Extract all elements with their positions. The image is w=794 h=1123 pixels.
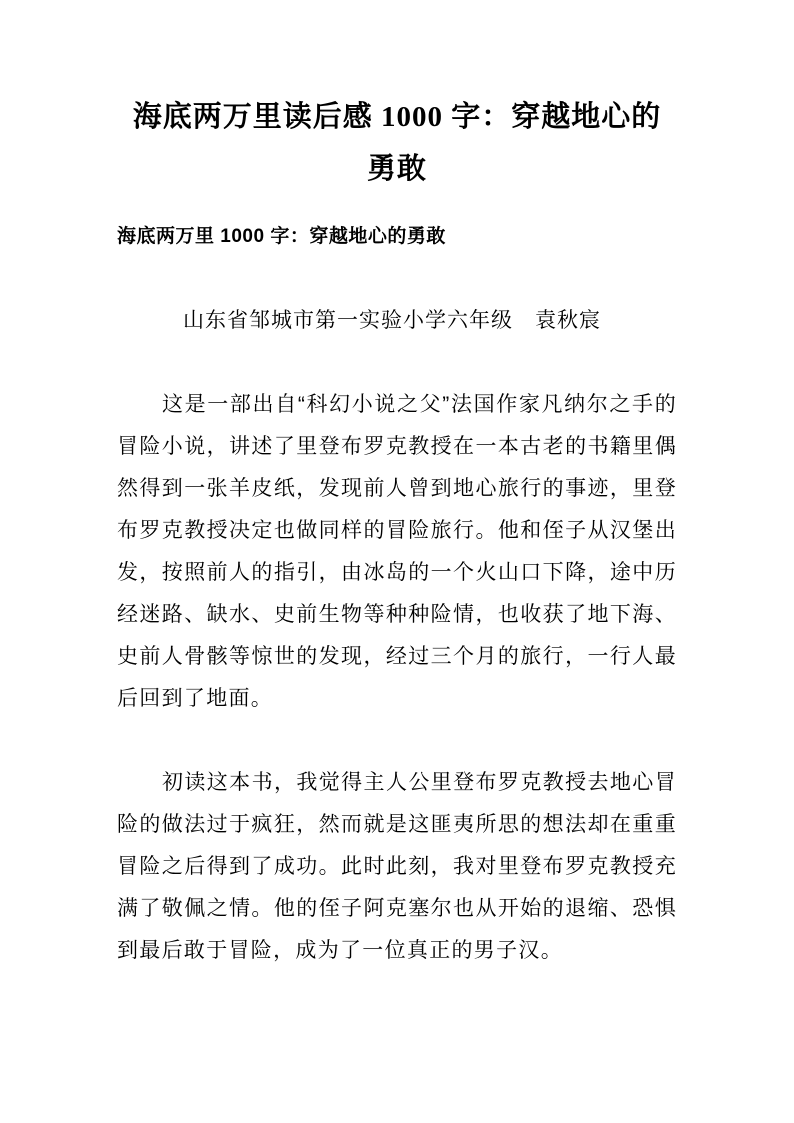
document-title [117,91,677,195]
author-byline: 山东省邹城市第一实验小学六年级 袁秋宸 [183,309,601,332]
body-paragraph-2: 初读这本书，我觉得主人公里登布罗克教授去地心冒险的做法过于疯狂，然而就是这匪夷所思的想法却在重重冒险之后得到了成功。此时此刻，我对里登布罗克教授充满了敬佩之情。他的侄子阿克塞尔也从开始的退缩、恐惧到最后敢于冒险，成为了一位真正的男子汉。 [117,771,677,962]
document-title-line-2: 勇敢 [366,153,427,185]
document-title-line-1: 海底两万里读后感 1000 字：穿越地心的 [132,101,662,133]
document-subtitle: 海底两万里 1000 字：穿越地心的勇敢 [117,226,446,247]
body-paragraph-1: 这是一部出自“科幻小说之父”法国作家凡纳尔之手的冒险小说，讲述了里登布罗克教授在一本古老的书籍里偶然得到一张羊皮纸，发现前人曾到地心旅行的事迹，里登布罗克教授决定也做同样的冒险旅行。他和侄子从汉堡出发，按照前人的指引，由冰岛的一个火山口下降，途中历经迷路、缺水、史前生物等种种险情，也收获了地下海、史前人骨骸等惊世的发现，经过三个月的旅行，一行人最后回到了地面。 [117,393,677,710]
